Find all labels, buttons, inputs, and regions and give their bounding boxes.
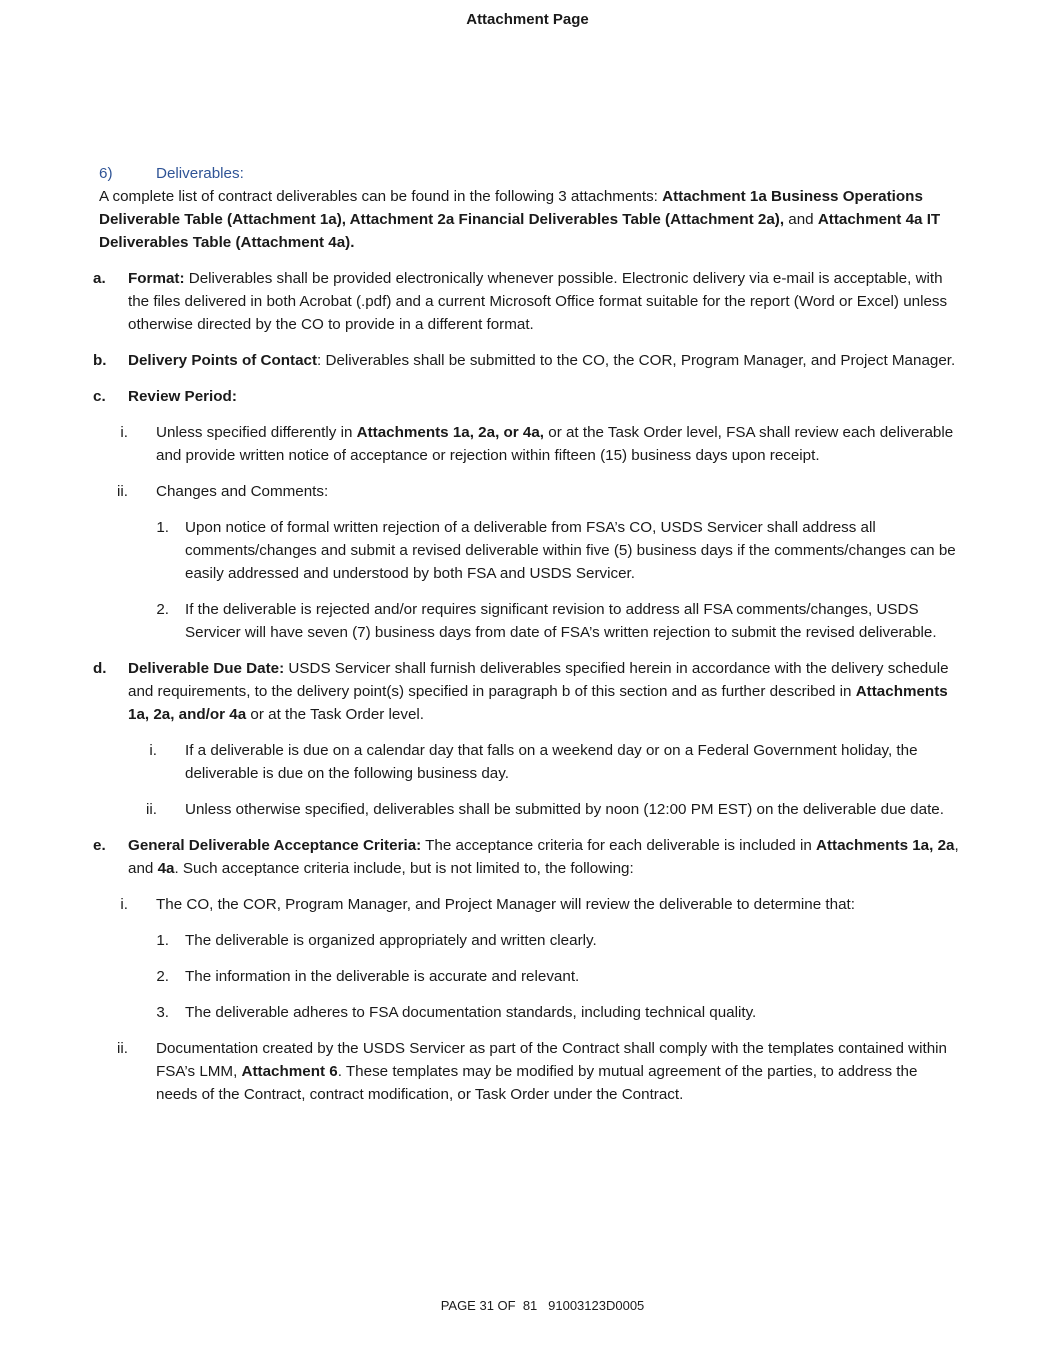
intro-attachments-bold: Attachment 1a Business Operations Deliverable Table (Attachment 1a), Attachment 2a Financial Deliverables Table (Attachment 2a),	[99, 188, 923, 228]
item-bold: 4a	[157, 860, 175, 877]
item-e-acceptance-criteria	[93, 834, 959, 880]
section-title: Deliverables:	[156, 165, 244, 182]
document-body	[93, 162, 959, 1106]
intro-text: A complete list of contract deliverables can be found in the following 3 attachments:	[99, 188, 663, 205]
item-e-i-3	[99, 1001, 959, 1024]
item-title: General Deliverable Acceptance Criteria:	[128, 837, 422, 854]
item-label: a.	[93, 270, 106, 287]
item-text: . Such acceptance criteria include, but is not limited to, the following:	[174, 860, 634, 877]
item-text: If a deliverable is due on a calendar day that falls on a weekend day or on a Federal Government holiday, the deliverable is due on the following business day.	[185, 742, 918, 782]
item-text: or at the Task Order level.	[246, 706, 425, 723]
item-title: Deliverable Due Date:	[128, 660, 285, 677]
item-text: Unless otherwise specified, deliverables shall be submitted by noon (12:00 PM EST) on the deliverable due date.	[185, 801, 944, 818]
item-bold: Attachments 1a, 2a, or 4a,	[356, 424, 545, 441]
page-header-title: Attachment Page	[466, 11, 589, 28]
item-c-i	[99, 421, 959, 467]
item-e-i-2	[99, 965, 959, 988]
item-label: 1.	[156, 932, 169, 949]
item-e-i	[99, 893, 959, 916]
item-text: If the deliverable is rejected and/or requires significant revision to address all FSA comments/changes, USDS Servicer will have seven (7) business days from date of FSA’s written rejection to submit the revised deliverable.	[185, 601, 937, 641]
item-label: b.	[93, 352, 107, 369]
item-title: Delivery Points of Contact	[128, 352, 318, 369]
item-label: ii.	[146, 801, 157, 818]
item-text: The acceptance criteria for each deliverable is included in	[421, 837, 817, 854]
item-label: 1.	[156, 519, 169, 536]
item-c-ii-1	[99, 516, 959, 585]
item-e-i-1	[99, 929, 959, 952]
item-label: c.	[93, 388, 106, 405]
item-text: The deliverable adheres to FSA documentation standards, including technical quality.	[185, 1004, 757, 1021]
item-title: Format:	[128, 270, 185, 287]
item-label: 3.	[156, 1004, 169, 1021]
item-label: i.	[120, 896, 128, 913]
item-label: 2.	[156, 601, 169, 618]
intro-attachment-4a-bold: Attachment 4a IT Deliverables Table (Attachment 4a).	[99, 211, 941, 251]
item-text: Upon notice of formal written rejection of a deliverable from FSA’s CO, USDS Servicer shall address all comments/changes and submit a revised deliverable within five (5) business days if the comments/changes can be easily addressed and understood by both FSA and USDS Servicer.	[185, 519, 956, 582]
section-heading	[99, 162, 959, 185]
item-c-review-period	[93, 385, 959, 408]
item-label: 2.	[156, 968, 169, 985]
item-text: Unless specified differently in	[156, 424, 357, 441]
item-e-ii	[99, 1037, 959, 1106]
item-text: The deliverable is organized appropriately and written clearly.	[185, 932, 597, 949]
intro-text-and: and	[784, 211, 818, 228]
item-label: e.	[93, 837, 106, 854]
item-bold: Attachment 6	[241, 1063, 338, 1080]
item-label: d.	[93, 660, 107, 677]
item-text: Changes and Comments:	[156, 483, 329, 500]
item-text: The CO, the COR, Program Manager, and Project Manager will review the deliverable to determine that:	[156, 896, 855, 913]
footer-page-label: PAGE 31 OF	[440, 1298, 516, 1313]
item-text: USDS Servicer shall furnish deliverables specified herein in accordance with the delivery schedule and requirements, to the delivery point(s) specified in paragraph b of this section and as further described in	[128, 660, 949, 700]
section-number: 6)	[99, 165, 113, 182]
item-d-ii	[99, 798, 959, 821]
item-d-i	[99, 739, 959, 785]
item-text: . These templates may be modified by mutual agreement of the parties, to address the needs of the Contract, contract modification, or Task Order under the Contract.	[156, 1063, 918, 1103]
item-text: Documentation created by the USDS Servicer as part of the Contract shall comply with the templates contained within FSA’s LMM,	[156, 1040, 947, 1080]
item-text: or at the Task Order level, FSA shall review each deliverable and provide written notice of acceptance or rejection within fifteen (15) business days upon receipt.	[156, 424, 954, 464]
item-text: : Deliverables shall be submitted to the CO, the COR, Program Manager, and Project Manager.	[317, 352, 956, 369]
item-b-delivery-points	[93, 349, 959, 372]
footer-total-pages: 81	[522, 1298, 538, 1313]
item-text: The information in the deliverable is accurate and relevant.	[185, 968, 580, 985]
intro-paragraph	[99, 185, 959, 254]
item-d-due-date	[93, 657, 959, 726]
item-a-format	[93, 267, 959, 336]
item-label: ii.	[117, 483, 128, 500]
page-footer	[0, 1297, 1055, 1315]
item-c-ii	[99, 480, 959, 503]
item-title: Review Period:	[128, 388, 237, 405]
item-text: Deliverables shall be provided electronically whenever possible. Electronic delivery via e-mail is acceptable, with the files delivered in both Acrobat (.pdf) and a current Microsoft Office format suitable for the report (Word or Excel) unless otherwise directed by the CO to provide in a different format.	[128, 270, 948, 333]
item-bold: Attachments 1a, 2a, and/or 4a	[128, 683, 948, 723]
item-label: ii.	[117, 1040, 128, 1057]
item-bold: Attachments 1a, 2a	[816, 837, 955, 854]
footer-doc-id: 91003123D0005	[548, 1298, 645, 1313]
item-text: , and	[128, 837, 959, 877]
item-label: i.	[120, 424, 128, 441]
item-c-ii-2	[99, 598, 959, 644]
item-label: i.	[149, 742, 157, 759]
